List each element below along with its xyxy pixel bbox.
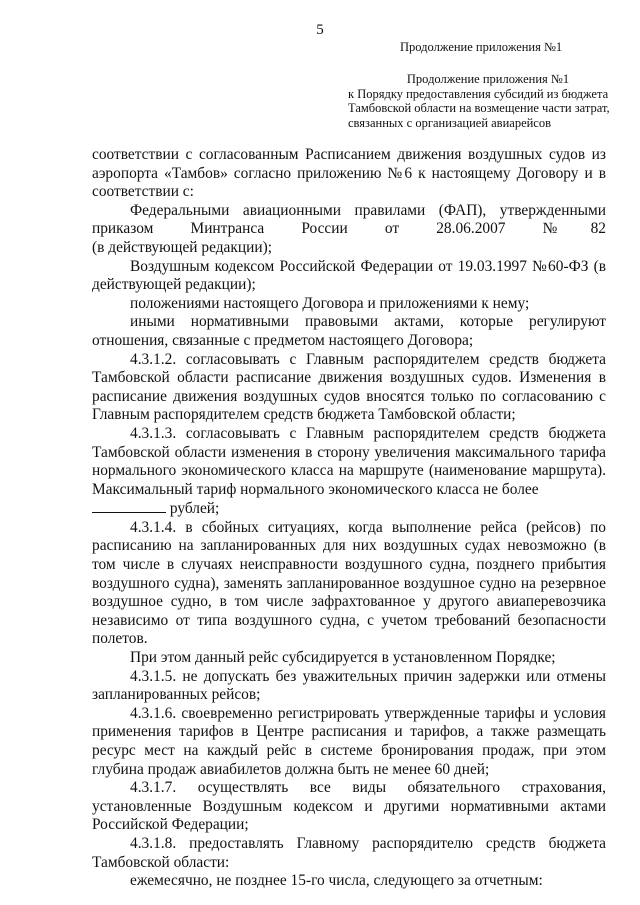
- paragraph: 4.3.1.6. своевременно регистрировать утвержденные тарифы и условия применения тарифов в Центре расписания и тарифов, а также размещать ресурс мест на каждый рейс в системе бронирования продаж, при этом глубина продаж авиабилетов должна быть не менее 60 дней;: [92, 704, 606, 778]
- paragraph: 4.3.1.4. в сбойных ситуациях, когда выполнение рейса (рейсов) по расписанию на запланированных для них воздушных судах невозможно (в том числе в случаях неисправности воздушного судна, позднего прибытия воздушного судна), заменять запланированное воздушное судно на резервное воздушное судно, в том числе зафрахтованное у другого авиаперевозчика независимо от типа воздушного судна, с учетом требований безопасности полетов.: [92, 518, 606, 648]
- paragraph: 4.3.1.3. согласовывать с Главным распорядителем средств бюджета Тамбовской области изменения в сторону увеличения максимального тарифа нормального экономического класса на маршруте (наименование маршрута). Максимальный тариф нормального экономического класса не более: [92, 424, 606, 498]
- paragraph: иными нормативными правовыми актами, которые регулируют отношения, связанные с предметом настоящего Договора;: [92, 313, 606, 349]
- paragraph-text: рублей;: [169, 500, 220, 518]
- paragraph: Федеральными авиационными правилами (ФАП), утвержденными приказом Минтранса России от 28.06.2007 №82: [92, 201, 606, 238]
- paragraph: 4.3.1.2. согласовывать с Главным распорядителем средств бюджета Тамбовской области расписание движения воздушных судов. Изменения в расписание движения воздушных судов вносятся только по согласованию с Главным распорядителем средств бюджета Тамбовской области;: [92, 350, 606, 424]
- top-continuation-note: Продолжение приложения №1: [400, 40, 563, 54]
- appendix-header-line: Тамбовской области на возмещение части затрат,: [348, 101, 610, 115]
- paragraph: 4.3.1.8. предоставлять Главному распорядителю средств бюджета Тамбовской области:: [92, 834, 606, 871]
- paragraph: (в действующей редакции);: [92, 238, 272, 256]
- page-number: 5: [316, 22, 324, 38]
- paragraph: Воздушным кодексом Российской Федерации от 19.03.1997 №60-ФЗ (в действующей редакции);: [92, 257, 606, 294]
- blank-field-line: [92, 499, 166, 513]
- appendix-header-line: к Порядку предоставления субсидий из бюджета: [348, 86, 609, 101]
- paragraph: 4.3.1.7. осуществлять все виды обязательного страхования, установленные Воздушным кодексом и другими нормативными актами Российской Федерации;: [92, 779, 606, 834]
- paragraph: При этом данный рейс субсидируется в установленном Порядке;: [130, 649, 556, 667]
- paragraph: положениями настоящего Договора и приложениями к нему;: [130, 294, 530, 312]
- paragraph: соответствии с согласованным Расписанием движения воздушных судов из аэропорта «Тамбов» согласно приложению №6 к настоящему Договору и в соответствии с:: [92, 146, 606, 201]
- paragraph: 4.3.1.5. не допускать без уважительных причин задержки или отмены запланированных рейсов;: [92, 667, 606, 704]
- appendix-header-line: связанных с организацией авиарейсов: [348, 115, 552, 130]
- paragraph: [92, 499, 606, 519]
- appendix-header: [348, 72, 628, 130]
- appendix-header-line: Продолжение приложения №1: [406, 72, 570, 86]
- paragraph: ежемесячно, не позднее 15-го числа, следующего за отчетным:: [130, 872, 543, 890]
- document-body: [92, 146, 606, 891]
